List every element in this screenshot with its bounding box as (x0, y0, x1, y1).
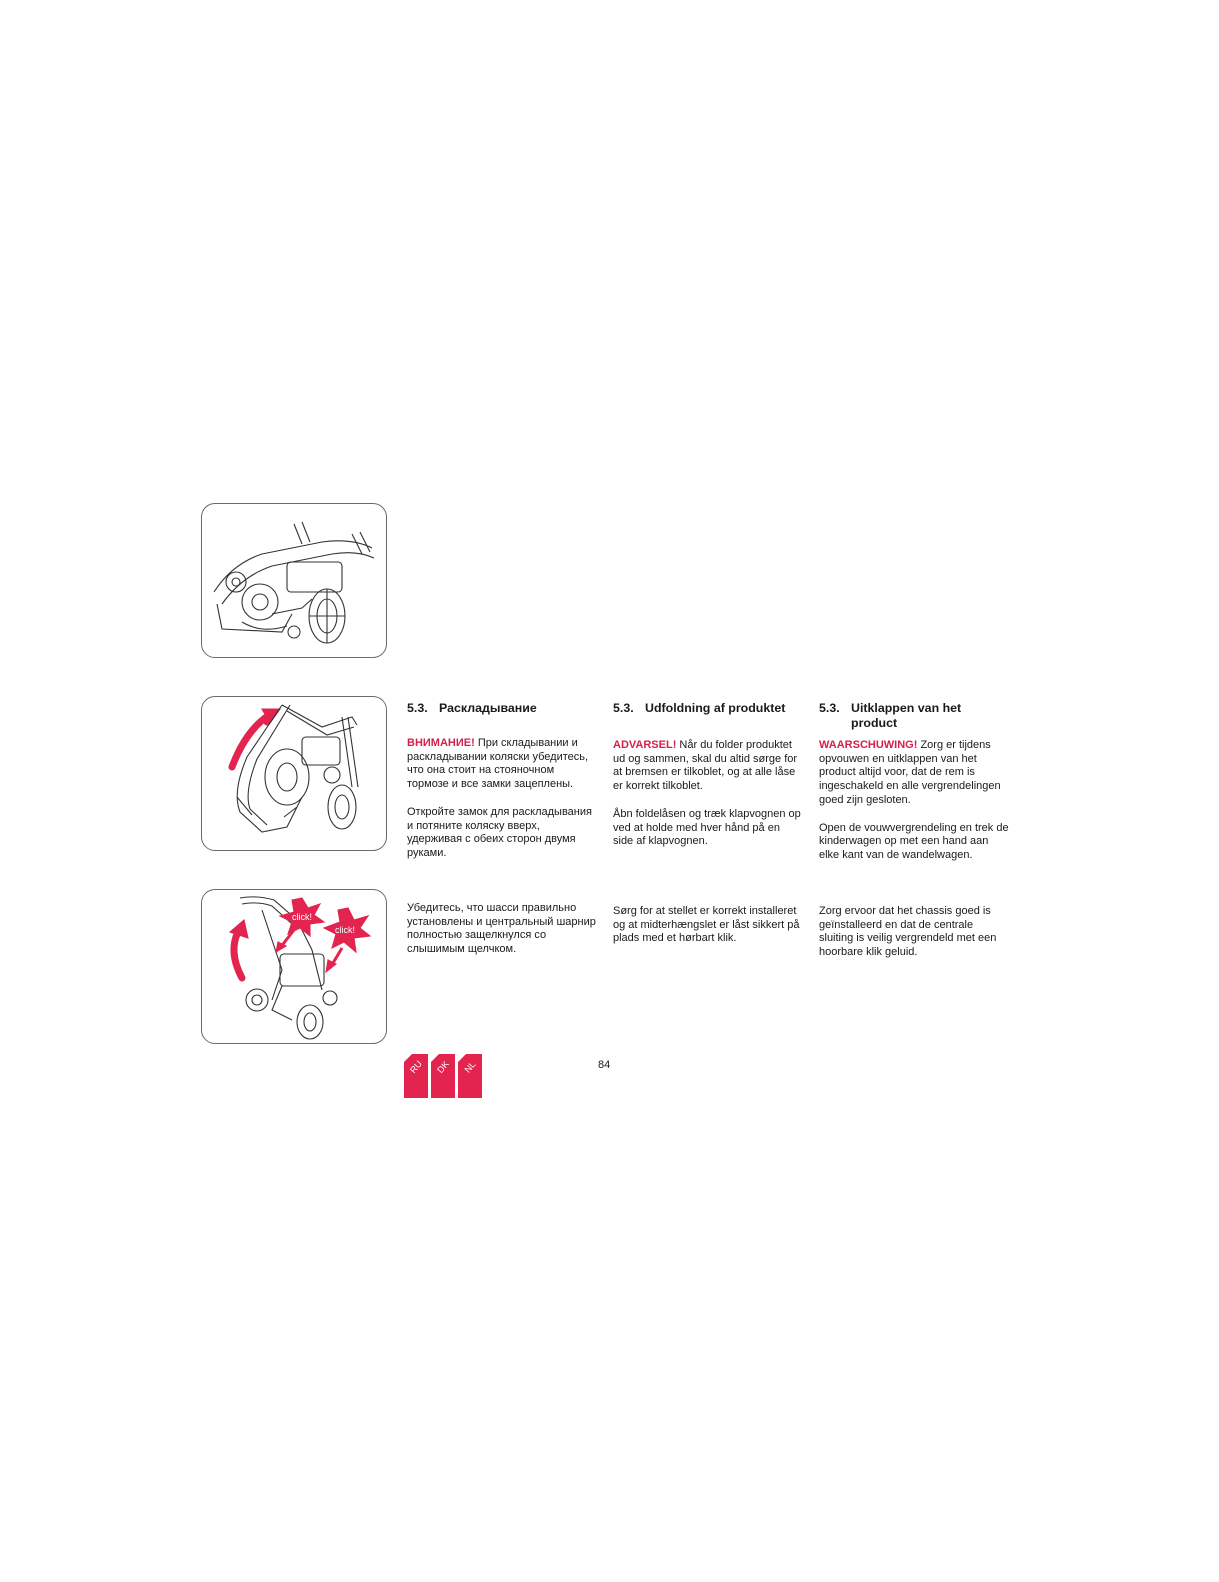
column-dk-lower (613, 905, 803, 946)
heading-ru (407, 701, 597, 716)
heading-title: Uitklappen van het product (851, 701, 962, 730)
column-nl-lower (819, 905, 1009, 960)
instruction-open-nl: Open de vouwvergrendeling en trek de kinderwagen op met een hand aan elke kant van de wandelwagen. (819, 821, 1009, 861)
warning-paragraph-nl (819, 739, 1009, 808)
page-number: 84 (598, 1059, 611, 1071)
column-dk (613, 701, 803, 849)
column-ru (407, 701, 597, 861)
language-tab-dk (431, 1054, 455, 1098)
instruction-check-nl: Zorg ervoor dat het chassis goed is geïnstalleerd en dat de centrale sluiting is veilig vergrendeld met een hoorbare klik geluid. (819, 905, 997, 959)
language-tab-label: DK (435, 1058, 451, 1076)
warning-label: ВНИМАНИЕ! (407, 737, 475, 749)
warning-text: Når du folder produktet ud og sammen, skal du altid sørge for at bremsen er tilkoblet, og at alle låse er korrekt tilkoblet. (613, 739, 798, 793)
heading-title: Udfoldning af produktet (645, 701, 786, 715)
figure-folded-stroller (201, 503, 387, 658)
click-label-1: click! (292, 912, 312, 922)
heading-number: 5.3. (819, 701, 840, 715)
warning-paragraph-dk (613, 739, 803, 794)
instruction-check-dk: Sørg for at stellet er korrekt installeret og at midterhængslet er låst sikkert på plads med et hørbart klik. (613, 905, 800, 945)
warning-paragraph-ru (407, 737, 597, 792)
language-tab-ru (404, 1054, 428, 1098)
column-ru-lower (407, 902, 597, 957)
heading-dk (613, 701, 803, 716)
warning-text: При складывании и раскладывании коляски убедитесь, что она стоит на стояночном тормозе и все замки зацеплены. (407, 737, 589, 791)
heading-title: Раскладывание (439, 701, 537, 715)
instruction-open-dk: Åbn foldelåsen og træk klapvognen op ved at holde med hver hånd på en side af klapvognen. (613, 807, 801, 848)
instruction-open-ru: Откройте замок для раскладывания и потяните коляску вверх, удерживая с обеих сторон двумя руками. (407, 805, 592, 859)
heading-nl (819, 701, 1009, 731)
click-label-2: click! (335, 925, 355, 935)
language-tab-nl (458, 1054, 482, 1098)
language-tabs (404, 1054, 482, 1098)
instruction-check-ru: Убедитесь, что шасси правильно установлены и центральный шарнир полностью защелкнулся со слышимым щелчком. (407, 902, 596, 956)
figure-click-lock (201, 889, 387, 1044)
warning-text: Zorg er tijdens opvouwen en uitklappen van het product altijd voor, dat de rem is ingeschakeld en alle vergrendelingen goed zijn gesloten. (819, 739, 1001, 806)
figure-unfolding-stroller (201, 696, 387, 851)
heading-number: 5.3. (613, 701, 634, 715)
language-tab-label: RU (407, 1058, 425, 1076)
warning-label: WAARSCHUWING! (819, 739, 918, 751)
warning-label: ADVARSEL! (613, 739, 677, 751)
column-nl (819, 701, 1009, 863)
language-tab-label: NL (462, 1059, 478, 1075)
heading-number: 5.3. (407, 701, 428, 715)
